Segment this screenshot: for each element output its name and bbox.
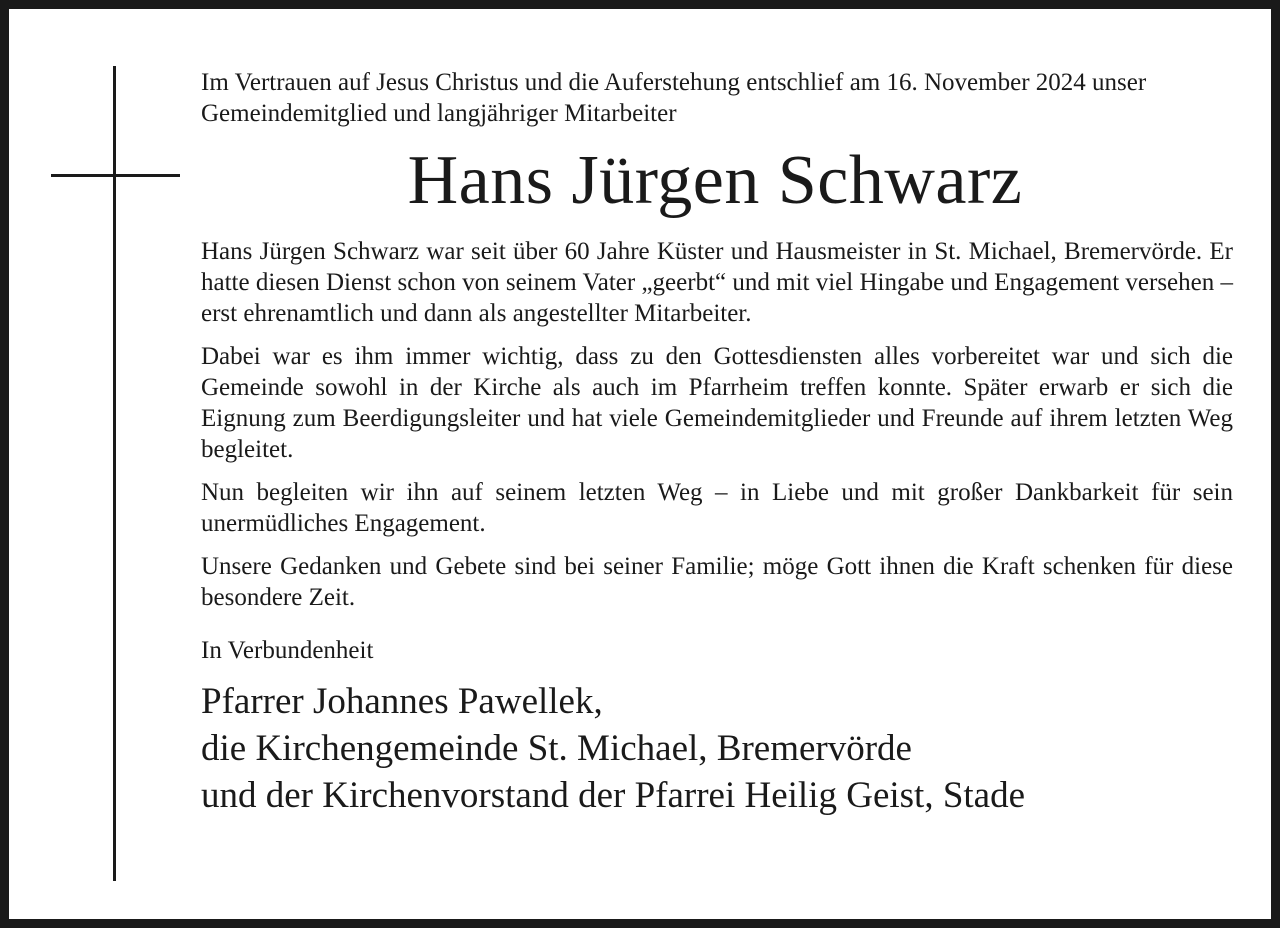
paragraph-1: Hans Jürgen Schwarz war seit über 60 Jahre Küster und Hausmeister in St. Michael, Bremervörde. Er hatte diesen Dienst schon von seinem Vater „geerbt“ und mit viel Hingabe und Engagement versehen – erst ehrenamtlich und dann als angestellter Mitarbeiter. xyxy=(201,238,1233,327)
signatory-line-1: Pfarrer Johannes Pawellek, xyxy=(201,681,603,722)
signatory-line-2: die Kirchengemeinde St. Michael, Bremervörde xyxy=(201,728,912,769)
paragraph-4: Unsere Gedanken und Gebete sind bei seiner Familie; möge Gott ihnen die Kraft schenken für diese besondere Zeit. xyxy=(201,553,1233,611)
cross-vertical-bar xyxy=(113,66,116,881)
signatories xyxy=(201,678,1233,819)
deceased-name: Hans Jürgen Schwarz xyxy=(407,142,1023,219)
notice-content xyxy=(201,67,1233,819)
paragraph-3: Nun begleiten wir ihn auf seinem letzten Weg – in Liebe und mit großer Dankbarkeit für sein unermüdliches Engagement. xyxy=(201,479,1233,537)
notice-body xyxy=(201,236,1233,613)
closing-text: In Verbundenheit xyxy=(201,637,374,664)
signatory-line-3: und der Kirchenvorstand der Pfarrei Heilig Geist, Stade xyxy=(201,775,1026,816)
cross-horizontal-bar xyxy=(51,174,180,177)
intro-text: Im Vertrauen auf Jesus Christus und die Auferstehung entschlief am 16. November 2024 unser Gemeindemitglied und langjähriger Mitarbeiter xyxy=(201,69,1147,127)
paragraph-2: Dabei war es ihm immer wichtig, dass zu den Gottesdiensten alles vorbereitet war und sich die Gemeinde sowohl in der Kirche als auch im Pfarrheim treffen konnte. Später erwarb er sich die Eignung zum Beerdigungsleiter und hat viele Gemeindemitglieder und Freunde auf ihrem letzten Weg begleitet. xyxy=(201,343,1233,463)
